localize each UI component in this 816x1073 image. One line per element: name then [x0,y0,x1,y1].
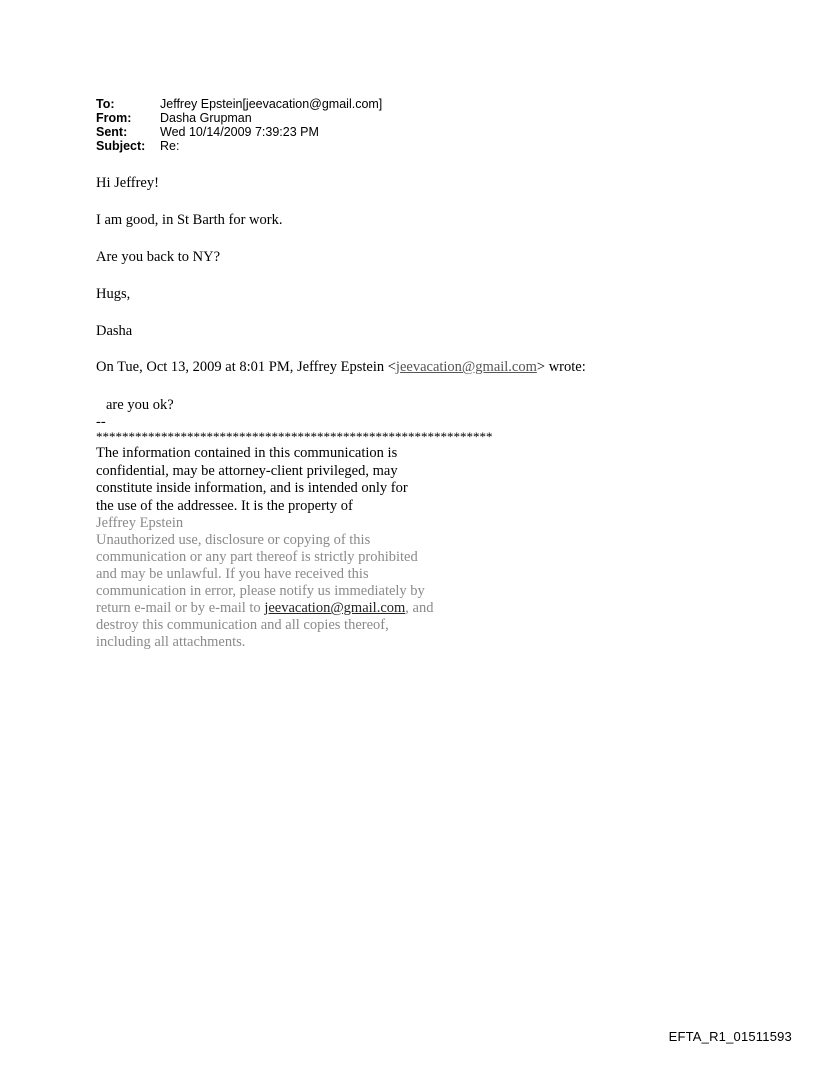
disclaimer-gray-end-2: including all attachments. [96,634,246,650]
disclaimer-black-4: the use of the addressee. It is the property of [96,497,353,514]
closing: Hugs, [96,286,131,302]
from-value: Dasha Grupman [160,111,252,125]
sent-value: Wed 10/14/2009 7:39:23 PM [160,125,319,139]
from-row [96,111,382,125]
message-line-2: Are you back to NY? [96,249,221,265]
return-suffix: , and [405,600,434,616]
quote-intro-suffix: > wrote: [536,359,586,375]
disclaimer-gray-1: Jeffrey Epstein [96,515,184,531]
disclaimer-block [96,415,493,651]
signature: Dasha [96,323,133,339]
to-row [96,97,382,111]
quote-intro-prefix: On Tue, Oct 13, 2009 at 8:01 PM, Jeffrey Epstein < [96,359,396,375]
disclaimer-black-3: constitute inside information, and is intended only for [96,480,408,496]
disclaimer-gray-end-1: destroy this communication and all copies thereof, [96,617,389,633]
message-line-1: I am good, in St Barth for work. [96,212,283,228]
to-value: Jeffrey Epstein[jeevacation@gmail.com] [160,97,383,111]
from-label: From: [96,111,132,125]
disclaimer-black-2: confidential, may be attorney-client privileged, may [96,462,398,479]
return-email-link[interactable]: jeevacation@gmail.com [264,600,406,616]
disclaimer-gray-4: and may be unlawful. If you have received this [96,566,369,582]
to-label: To: [96,97,115,111]
quote-intro-email-link[interactable]: jeevacation@gmail.com [395,359,537,375]
disclaimer-gray-3: communication or any part thereof is strictly prohibited [96,549,418,565]
document-id: EFTA_R1_01511593 [668,1029,792,1044]
greeting: Hi Jeffrey! [96,175,159,191]
disclaimer-gray-2: Unauthorized use, disclosure or copying of this [96,532,371,548]
disclaimer-return-line [96,600,493,617]
subject-label: Subject: [96,139,146,153]
star-divider: ************************************************************* [96,429,493,444]
email-header [96,97,382,153]
sent-row [96,125,382,139]
sent-label: Sent: [96,125,128,139]
quoted-text: are you ok? [106,397,174,413]
quote-intro [96,358,586,376]
disclaimer-black-1: The information contained in this communication is [96,445,398,461]
dashes: -- [96,414,106,430]
subject-row [96,139,382,153]
disclaimer-gray-5: communication in error, please notify us immediately by [96,583,425,599]
subject-value: Re: [160,139,180,153]
return-prefix: return e-mail or by e-mail to [96,600,265,616]
